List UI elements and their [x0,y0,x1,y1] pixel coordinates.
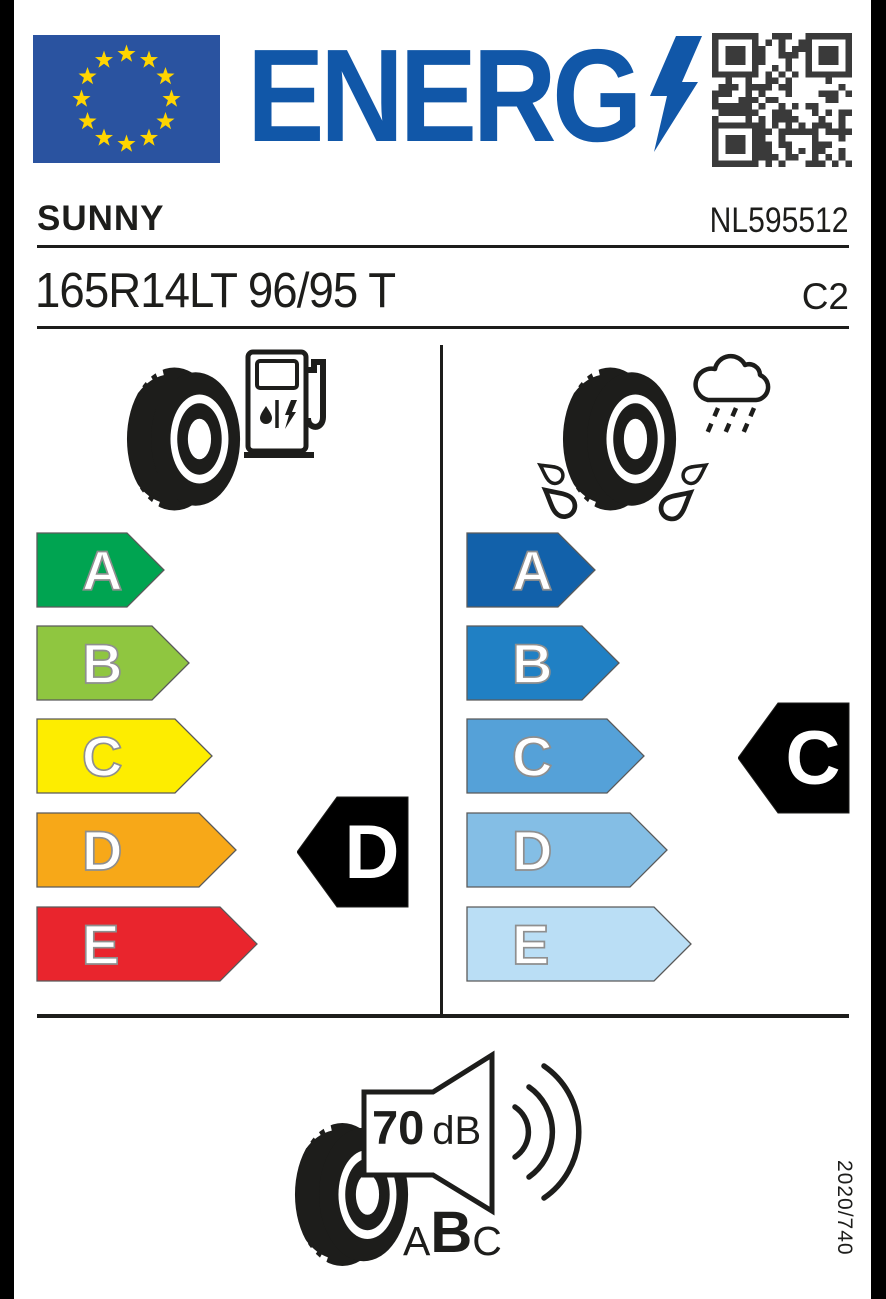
noise-class-scale [403,1200,513,1265]
qr-code [712,33,852,167]
fuel-grade-letter: C [82,724,123,788]
energ-title: ENERG [247,22,639,169]
wet-rating-indicator [738,702,850,814]
column-divider [440,345,443,1015]
article-code: NL595512 [710,201,849,240]
noise-class-c: C [472,1218,502,1264]
noise-level [372,1100,481,1155]
fuel-grade-letter: E [82,912,120,976]
fuel-rating-letter: D [344,809,400,895]
wet-grade-letter: E [512,912,550,976]
label-left-border [0,0,14,1299]
regulation-number: 2020/740 [833,1160,856,1256]
tyre-class: C2 [801,276,849,317]
fuel-tyre-icon [126,366,242,512]
noise-value: 70 [372,1101,425,1154]
noise-class-b-selected: B [430,1200,473,1265]
fuel-grade-letter: A [82,538,123,602]
brand-name: SUNNY [37,199,165,238]
wet-grade-letter: C [512,724,553,788]
label-right-border [871,0,886,1299]
sound-wave-arcs [515,1066,579,1198]
eu-flag-icon [33,35,220,163]
water-splash-icons [530,452,720,520]
wet-rating-letter: C [785,715,841,801]
fuel-pump-icon [244,348,330,460]
divider-rule-1 [37,245,849,248]
fuel-grade-letter: D [82,818,123,882]
lightning-bolt-icon [642,36,702,152]
noise-unit: dB [432,1109,482,1153]
wet-grade-letter: B [512,631,553,695]
fuel-rating-indicator [297,796,409,908]
noise-class-a: A [403,1218,431,1264]
rain-cloud-icon [680,344,782,440]
wet-grade-letter: A [512,538,553,602]
divider-rule-3 [37,1014,849,1018]
wet-grade-letter: D [512,818,553,882]
tyre-size: 165R14LT 96/95 T [35,264,396,318]
divider-rule-2 [37,326,849,329]
fuel-grade-letter: B [82,631,123,695]
